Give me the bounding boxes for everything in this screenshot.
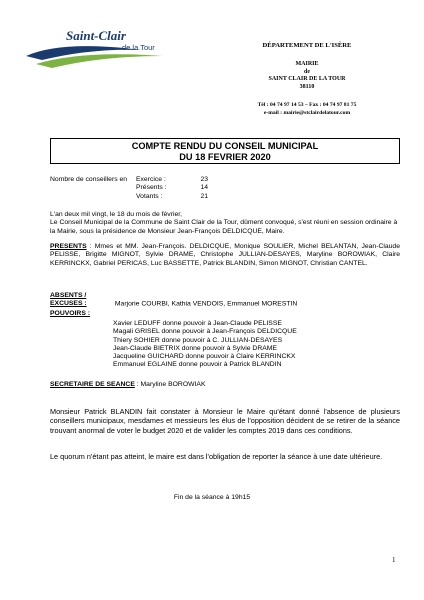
count-name: Présents :	[136, 184, 167, 192]
absents-label: ABSENTS / EXCUSES :	[50, 292, 87, 308]
logo-subtitle: de la Tour	[122, 43, 155, 52]
email: e-mail : mairie@stclairdelatour.com	[263, 109, 351, 116]
presents-label: PRESENTS	[50, 243, 87, 250]
contact-info	[232, 102, 382, 117]
pouvoir-item: Jean-Claude BIETRIX donne pouvoir à Sylvie DRAME	[113, 344, 277, 352]
document-title	[50, 138, 400, 164]
phone-fax: Tél : 04 74 97 14 53 – Fax : 04 74 97 81 75	[257, 102, 357, 108]
pouvoir-item: Emmanuel EGLAINE donne pouvoir à Patrick BLANDIN	[113, 361, 282, 369]
page-number: 1	[392, 556, 396, 564]
count-name: Exercice :	[136, 176, 166, 183]
title-line: COMPTE RENDU DU CONSEIL MUNICIPAL	[131, 141, 319, 151]
count-value: 14	[200, 184, 208, 192]
department-heading: DÉPARTEMENT DE L'ISÈRE	[262, 42, 352, 49]
absents-text: Marjorie COURBI, Kathia VENDOIS, Emmanuel MORESTIN	[114, 300, 298, 308]
logo	[22, 26, 182, 76]
absents-section	[50, 292, 400, 309]
mairie-address	[232, 61, 382, 91]
paragraph: Monsieur Patrick BLANDIN fait constater à Monsieur le Maire qu'étant donné l'absence de plusieurs conseillers municipaux, mesdames et messieurs les élus de l'opposition décident de se retirer de la séance trouvant anormal de voter le budget 2020 et de valider les comptes 2019 dans ces conditions.	[50, 407, 400, 435]
pouvoir-item: Thiery SOHIER donne pouvoir à C. JULLIAN-DESAYES	[113, 336, 283, 344]
presents-section	[50, 243, 400, 268]
mairie-line: 38110	[299, 83, 315, 90]
count-value: 21	[200, 192, 208, 200]
intro-line: Le Conseil Municipal de la Commune de Saint Clair de la Tour, dûment convoqué, s'est réuni en session ordinaire à la Mairie, sous la présidence de Monsieur Jean-François DELDICQUE, Maire.	[50, 219, 398, 235]
presents-text: : Mmes et MM. Jean-François. DELDICQUE, Monique SOULIER, Michel BELANTAN, Jean-Claude PELISSE, Brigitte MIGNOT, Sylvie DRAME, Christophe JULLIAN-DESAYES, Maryline BOROWIAK, Claire KERRINCKX, Gabriel PERICAS, Luc BASSETTE, Patrick BLANDIN, Simon MIGNOT, Christian CANTEL.	[50, 243, 400, 267]
intro-line: L'an deux mil vingt, le 18 du mois de février,	[50, 211, 183, 218]
paragraph: Le quorum n'étant pas atteint, le maire est dans l'obligation de reporter la séance à une date ultérieure.	[50, 452, 383, 461]
count-value: 23	[200, 176, 208, 183]
logo-title: Saint-Clair	[66, 28, 126, 43]
count-name: Votants :	[136, 192, 163, 200]
mairie-line: MAIRIE	[295, 61, 319, 67]
pouvoirs-list	[113, 320, 403, 370]
secretaire-text: : Maryline BOROWIAK	[134, 381, 206, 388]
mairie-line: SAINT CLAIR DE LA TOUR	[268, 76, 346, 83]
intro	[50, 211, 400, 236]
title-line: DU 18 FEVRIER 2020	[179, 152, 271, 162]
closing-line: Fin de la séance à 19h15	[173, 494, 251, 501]
mairie-line: de	[304, 68, 310, 75]
councillor-counts	[50, 176, 208, 201]
pouvoir-item: Magali GRISEL donne pouvoir à Jean-François DELDICQUE	[113, 328, 297, 336]
secretaire-label: SECRETAIRE DE SEANCE	[50, 381, 135, 388]
counts-label: Nombre de conseillers en	[50, 176, 128, 183]
secretaire-section	[50, 381, 400, 389]
pouvoir-item: Jacqueline GUICHARD donne pouvoir à Claire KERRINCKX	[113, 353, 296, 361]
pouvoirs-label: POUVOIRS :	[50, 310, 91, 317]
pouvoir-item: Xavier LEDUFF donne pouvoir à Jean-Claude PELISSE	[113, 320, 282, 327]
